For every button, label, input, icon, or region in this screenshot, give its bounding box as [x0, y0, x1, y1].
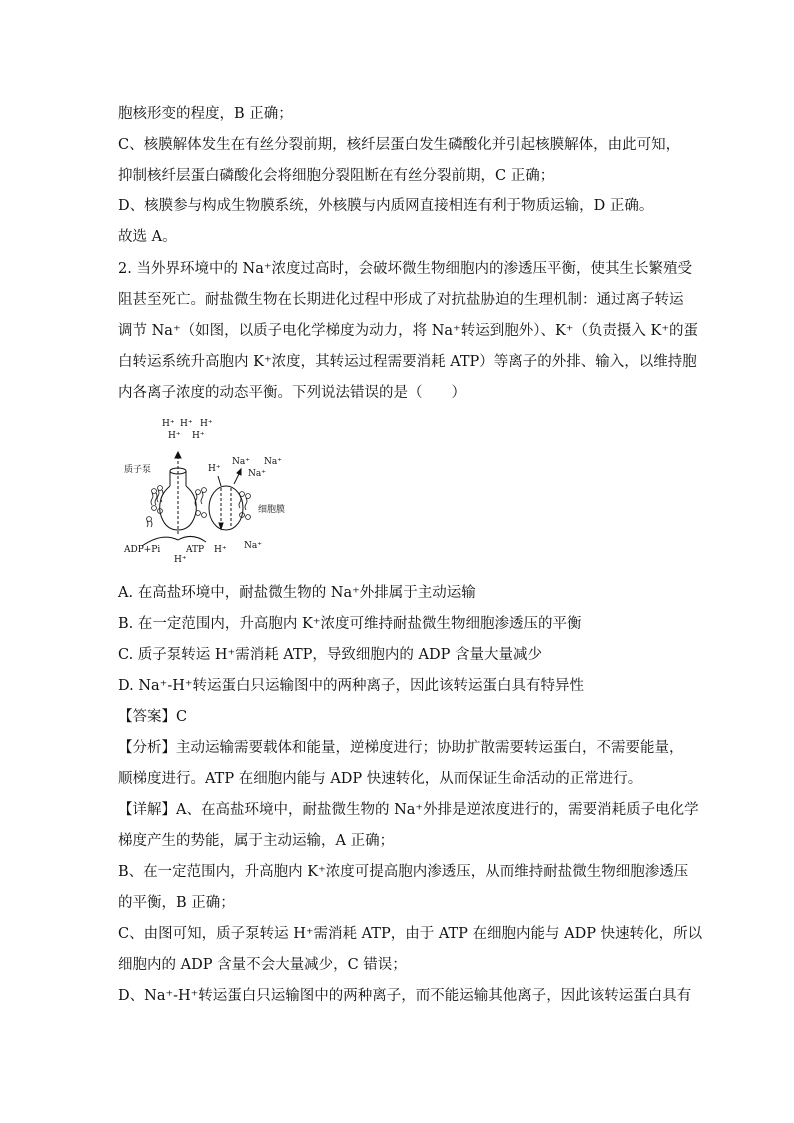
h-ion-label: H⁺: [208, 464, 221, 474]
text-line: 故选 A。: [118, 229, 177, 245]
h-ion-label: H⁺: [168, 431, 181, 441]
text-line: D、Na⁺-H⁺转运蛋白只运输图中的两种离子，而不能运输其他离子，因此该转运蛋白具有: [118, 988, 692, 1004]
membrane-label: 细胞膜: [258, 505, 286, 515]
text-line: 顺梯度进行。ATP 在细胞内能与 ADP 快速转化，从而保证生命活动的正常进行。: [118, 771, 643, 787]
lipid-bilayer-middle: [195, 488, 206, 518]
text-line: B、在一定范围内，升高胞内 K⁺浓度可提高胞内渗透压，从而维持耐盐微生物细胞渗透压: [118, 864, 689, 880]
explanation-line: 【详解】A、在高盐环境中，耐盐微生物的 Na⁺外排是逆浓度进行的，需要消耗质子电化学: [118, 802, 699, 818]
text-line: 阻甚至死亡。耐盐微生物在长期进化过程中形成了对抗盐胁迫的生理机制：通过离子转运: [118, 292, 684, 308]
h-ion-label: H⁺: [162, 419, 175, 429]
h-ion-label: H⁺: [174, 555, 187, 565]
na-ion-label: Na⁺: [264, 457, 282, 467]
text-line: 胞核形变的程度，B 正确；: [118, 106, 293, 122]
membrane-transport-diagram: [122, 416, 302, 568]
na-ion-label: Na⁺: [244, 541, 262, 551]
adp-pi-label: ADP+Pi: [124, 545, 161, 555]
text-line: D、核膜参与构成生物膜系统，外核膜与内质网直接相连有利于物质运输，D 正确。: [118, 198, 654, 214]
text-line: 抑制核纤层蛋白磷酸化会将细胞分裂阻断在有丝分裂前期，C 正确；: [118, 168, 555, 184]
atp-label: ATP: [186, 545, 205, 555]
text-line: 内各离子浓度的动态平衡。下列说法错误的是（ ）: [118, 385, 466, 401]
text-line: 细胞内的 ADP 含量不会大量减少，C 错误；: [118, 957, 407, 973]
text-line: 调节 Na⁺（如图，以质子电化学梯度为动力，将 Na⁺转运到胞外）、K⁺（负责摄入 K⁺的蛋: [118, 323, 699, 339]
proton-pump-label: 质子泵: [124, 465, 152, 475]
question-2-text: 2. 当外界环境中的 Na⁺浓度过高时，会破坏微生物细胞内的渗透压平衡，使其生长繁殖受: [118, 261, 693, 277]
h-ion-label: H⁺: [180, 419, 193, 429]
na-ion-label: Na⁺: [248, 469, 266, 479]
option-c: C. 质子泵转运 H⁺需消耗 ATP，导致细胞内的 ADP 含量大量减少: [118, 647, 542, 663]
text-line: 梯度产生的势能，属于主动运输，A 正确；: [118, 833, 395, 849]
h-ion-label: H⁺: [200, 419, 213, 429]
text-line: 白转运系统升高胞内 K⁺浓度，其转运过程需要消耗 ATP）等离子的外排、输入，以维持胞: [118, 354, 697, 370]
option-b: B. 在一定范围内，升高胞内 K⁺浓度可维持耐盐微生物细胞渗透压的平衡: [118, 616, 582, 632]
text-line: C、核膜解体发生在有丝分裂前期，核纤层蛋白发生磷酸化并引起核膜解体，由此可知，: [118, 137, 681, 153]
h-ion-label: H⁺: [192, 431, 205, 441]
lipid-bilayer-left: [147, 486, 163, 527]
h-ion-label: H⁺: [214, 545, 227, 555]
analysis-line: 【分析】主动运输需要载体和能量，逆梯度进行；协助扩散需要转运蛋白，不需要能量，: [118, 740, 684, 756]
option-a: A. 在高盐环境中，耐盐微生物的 Na⁺外排属于主动运输: [118, 585, 476, 601]
answer-line: 【答案】C: [118, 709, 188, 725]
na-h-antiporter: [209, 469, 243, 530]
option-d: D. Na⁺-H⁺转运蛋白只运输图中的两种离子，因此该转运蛋白具有特异性: [118, 678, 585, 694]
text-line: 的平衡，B 正确；: [118, 895, 235, 911]
text-line: C、由图可知，质子泵转运 H⁺需消耗 ATP，由于 ATP 在细胞内能与 ADP 快速转化，所以: [118, 926, 703, 942]
na-ion-label: Na⁺: [232, 457, 250, 467]
